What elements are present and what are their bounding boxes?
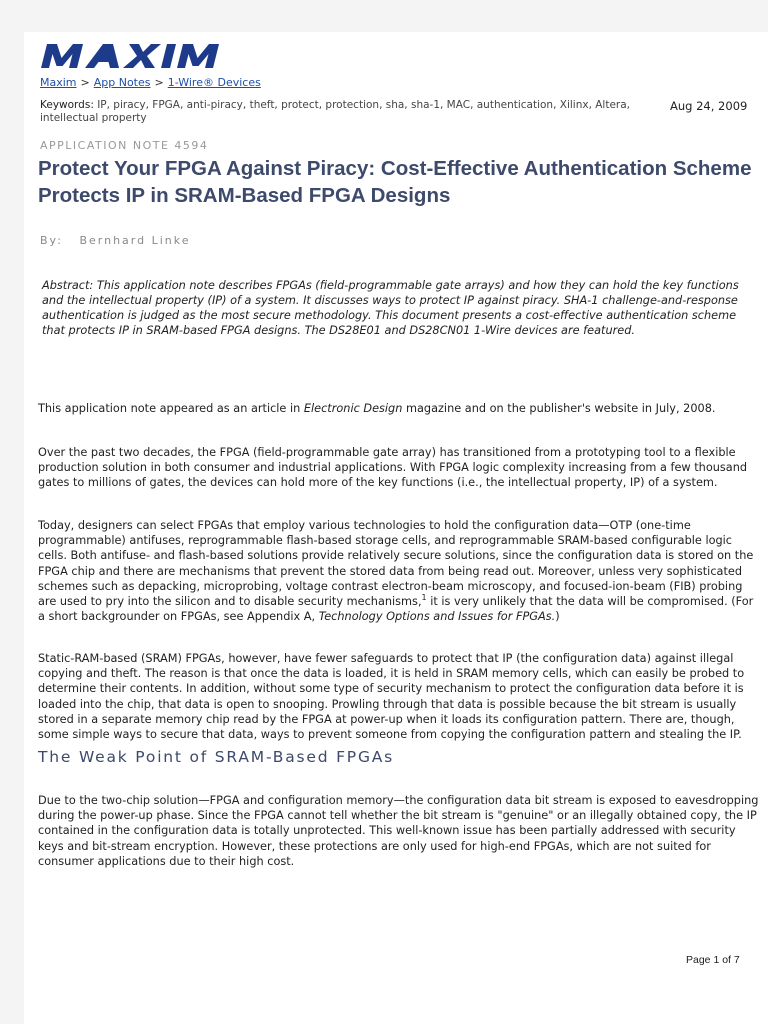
text-run: ) bbox=[555, 610, 560, 624]
keywords-label: Keywords: bbox=[40, 99, 94, 111]
text-run: This application note appeared as an article in bbox=[38, 402, 304, 415]
document-page bbox=[24, 32, 768, 1024]
section-heading: The Weak Point of SRAM-Based FPGAs bbox=[38, 748, 395, 766]
breadcrumb-separator: > bbox=[80, 76, 90, 89]
footnote-ref[interactable]: 1 bbox=[421, 593, 427, 603]
breadcrumb-link-1-wire-devices[interactable]: 1-Wire® Devices bbox=[167, 76, 261, 89]
page-title: Protect Your FPGA Against Piracy: Cost-Effective Authentication Scheme Protects IP in SRAM-Based FPGA Designs bbox=[38, 157, 752, 207]
breadcrumb-link-app-notes[interactable]: App Notes bbox=[93, 76, 151, 89]
author-name: Bernhard Linke bbox=[79, 234, 191, 247]
text-run: magazine and on the publisher's website in July, 2008. bbox=[402, 402, 716, 415]
text-run: it is very unlikely that the data will be compromised. (For a short backgrounder on FPGAs, see Appendix A, bbox=[38, 595, 754, 624]
publication-name: Electronic Design bbox=[303, 402, 403, 415]
paragraph-sram-fpgas: Static-RAM-based (SRAM) FPGAs, however, have fewer safeguards to protect that IP (the configuration data) against illegal copying and theft. The reason is that once the data is loaded, it is held in SRAM memory cells, which can easily be probed to determine their contents. In addition, without some type of security mechanism to protect the configuration data before it is loaded into the chip, that data is open to snooping. Prowling through that data is possible because the bit stream is usually stored in a separate memory chip read by the FPGA at power-up when it loads its configuration pattern. There are, though, some simple ways to secure that data, ways to prevent someone from copying the configuration pattern and stealing the IP. bbox=[38, 652, 745, 742]
page-number: Page 1 of 7 bbox=[686, 954, 740, 966]
paragraph-publication-note bbox=[38, 401, 760, 416]
byline bbox=[40, 234, 191, 247]
publish-date: Aug 24, 2009 bbox=[670, 99, 748, 113]
byline-label: By: bbox=[40, 234, 63, 247]
text-run: Today, designers can select FPGAs that employ various technologies to hold the configuration data—OTP (one-time programmable) antifuses, reprogrammable flash-based storage cells, and reprogrammable SRAM-based configurable logic cells. Both antifuse- and flash-based solutions provide relatively secure solutions, since the configuration data is stored on the FPGA chip and there are mechanisms that prevent the stored data from being read out. Moreover, unless very sophisticated schemes such as depacking, microprobing, voltage contrast electron-beam microscopy, and focused-ion-beam (FIB) probing are used to pry into the silicon and to disable security mechanisms, bbox=[38, 519, 754, 609]
keywords-text: IP, piracy, FPGA, anti-piracy, theft, protect, protection, sha, sha-1, MAC, authentication, Xilinx, Altera, intellectual property bbox=[40, 99, 631, 124]
breadcrumb bbox=[40, 76, 261, 89]
paragraph-weak-point: Due to the two-chip solution—FPGA and configuration memory—the configuration data bit stream is exposed to eavesdropping during the power-up phase. Since the FPGA cannot tell whether the bit stream is "genuine" or an illegally obtained copy, the IP contained in the configuration data is totally unprotected. This well-known issue has been partially addressed with security keys and bit-stream encryption. However, these protections are only used for high-end FPGAs, which are not suited for consumer applications due to their high cost. bbox=[38, 794, 759, 868]
maxim-logo[interactable] bbox=[38, 40, 234, 74]
appendix-title: Technology Options and Issues for FPGAs. bbox=[318, 610, 556, 624]
keywords bbox=[40, 99, 640, 125]
paragraph-intro: Over the past two decades, the FPGA (field-programmable gate array) has transitioned from a prototyping tool to a flexible production solution in both consumer and industrial applications. With FPGA logic complexity increasing from a few thousand gates to millions of gates, the devices can hold more of the key functions (i.e., the intellectual property, IP) of a system. bbox=[38, 446, 748, 490]
app-note-number: APPLICATION NOTE 4594 bbox=[40, 139, 209, 152]
maxim-logo-graphic bbox=[38, 40, 234, 70]
abstract: Abstract: This application note describes FPGAs (field-programmable gate arrays) and how they can hold the key functions and the intellectual property (IP) of a system. It discusses ways to protect IP against piracy. SHA-1 challenge-and-response authentication is judged as the most secure methodology. This document presents a cost-effective authentication scheme that protects IP in SRAM-based FPGA designs. The DS28E01 and DS28CN01 1-Wire devices are featured. bbox=[42, 279, 739, 337]
breadcrumb-link-maxim[interactable]: Maxim bbox=[40, 76, 77, 89]
breadcrumb-separator: > bbox=[154, 76, 164, 89]
paragraph-fpga-technologies bbox=[38, 518, 760, 624]
